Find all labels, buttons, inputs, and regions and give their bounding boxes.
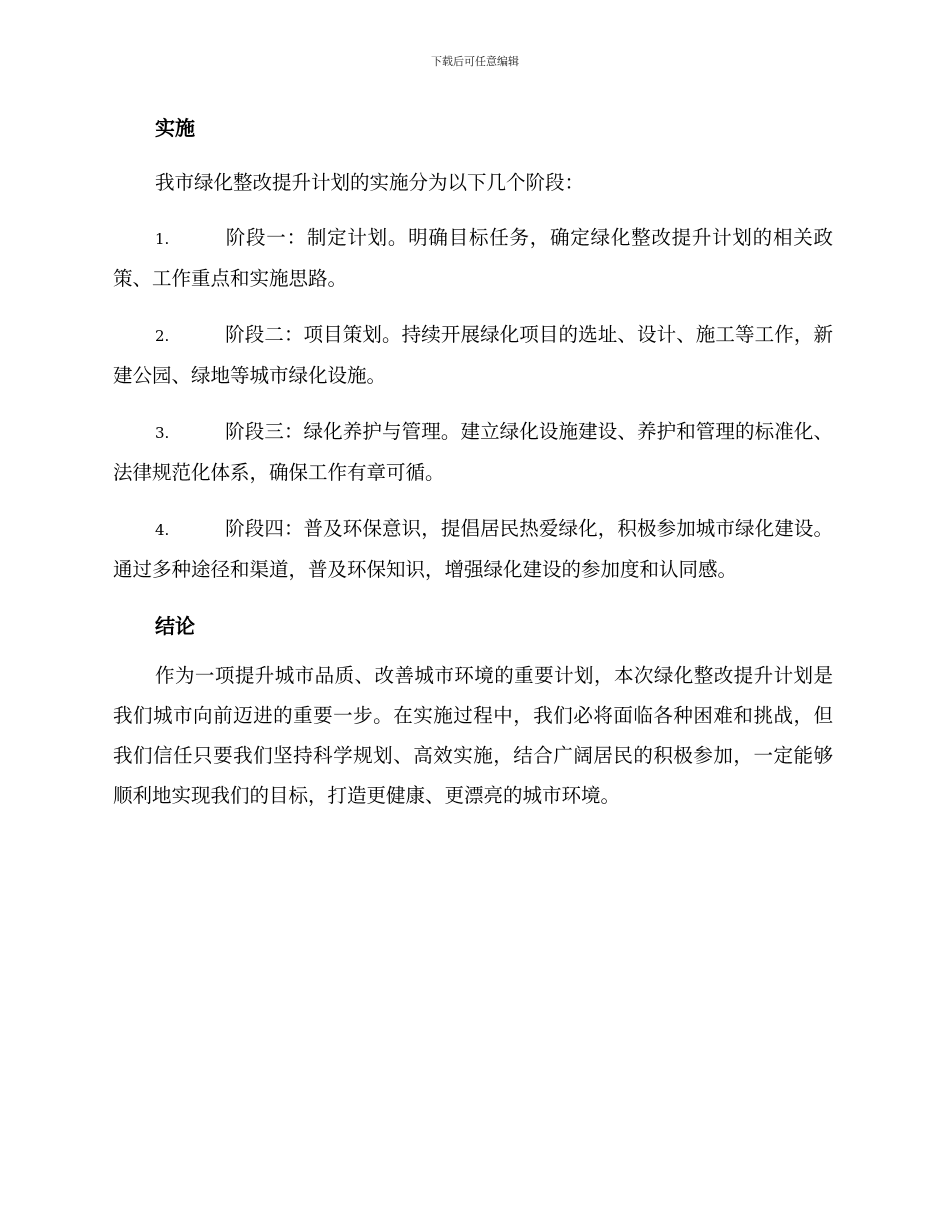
header-note: 下载后可任意编辑	[431, 55, 519, 68]
section-heading-implementation: 实施	[155, 116, 195, 140]
list-item-text: 阶段二：项目策划。持续开展绿化项目的选址、设计、施工等工作，新建公园、绿地等城市绿化设施。	[113, 323, 833, 387]
phase-list	[113, 218, 833, 590]
list-item-text: 阶段四：普及环保意识，提倡居民热爱绿化，积极参加城市绿化建设。通过多种途径和渠道，普及环保知识，增强绿化建设的参加度和认同感。	[113, 517, 833, 581]
list-item-number: 4.	[155, 521, 170, 539]
implementation-intro: 我市绿化整改提升计划的实施分为以下几个阶段：	[155, 171, 585, 194]
list-item-text: 阶段三：绿化养护与管理。建立绿化设施建设、养护和管理的标准化、法律规范化体系，确保工作有章可循。	[113, 420, 833, 484]
list-item-number: 3.	[155, 424, 170, 442]
section-heading-conclusion: 结论	[155, 614, 195, 638]
conclusion-paragraph: 作为一项提升城市品质、改善城市环境的重要计划，本次绿化整改提升计划是我们城市向前迈进的重要一步。在实施过程中，我们必将面临各种困难和挑战，但我们信任只要我们坚持科学规划、高效实施，结合广阔居民的积极参加，一定能够顺利地实现我们的目标，打造更健康、更漂亮的城市环境。	[113, 664, 833, 807]
list-item-text: 阶段一：制定计划。明确目标任务，确定绿化整改提升计划的相关政策、工作重点和实施思路。	[113, 226, 833, 290]
list-item	[113, 412, 833, 493]
list-item	[113, 315, 833, 396]
list-item	[113, 509, 833, 590]
list-item	[113, 218, 833, 299]
list-item-number: 2.	[155, 327, 170, 345]
list-item-number: 1.	[155, 230, 170, 248]
document-body	[113, 108, 833, 816]
